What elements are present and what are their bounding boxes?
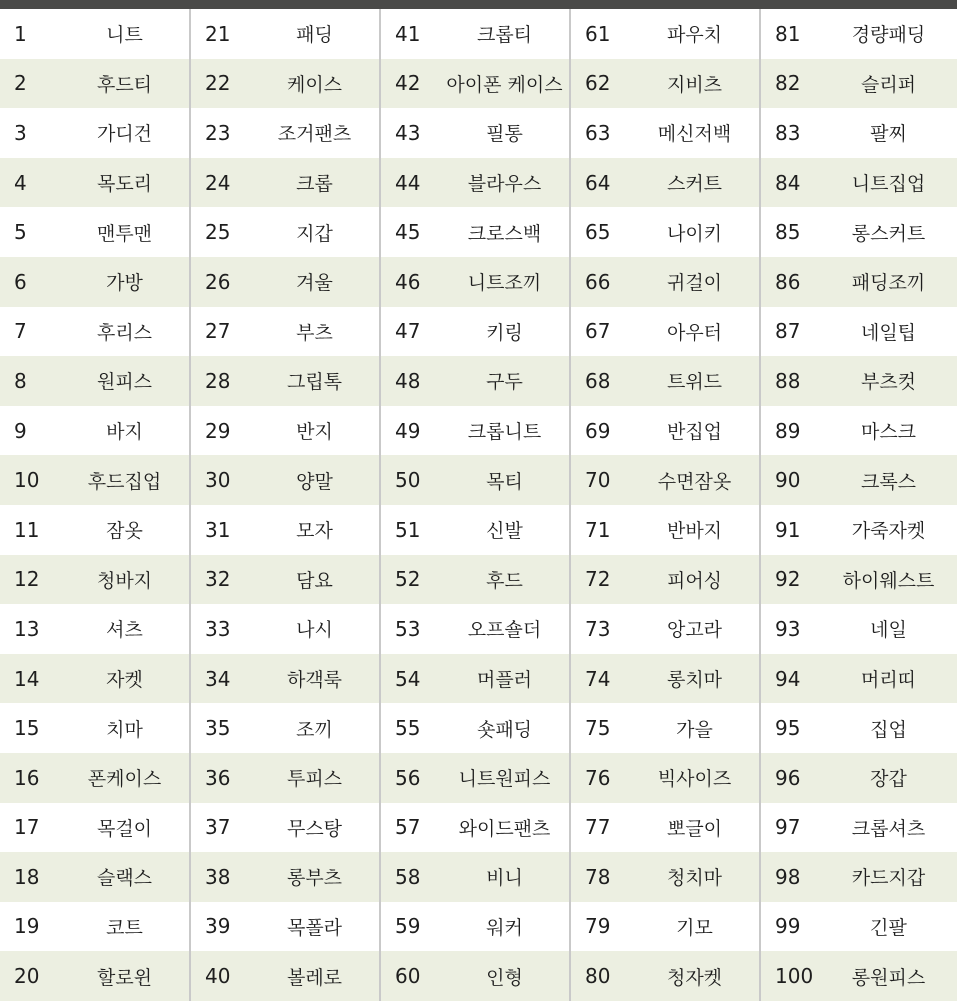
rank-number: 80 — [570, 951, 630, 1001]
rank-number: 100 — [760, 951, 820, 1001]
rank-number: 21 — [205, 21, 231, 46]
keyword-cell: 맨투맨 — [60, 207, 190, 257]
keyword-cell: 니트집업 — [820, 158, 957, 208]
keyword-cell: 와이드팬츠 — [440, 803, 570, 853]
rank-number: 45 — [395, 220, 421, 245]
rank-number: 87 — [775, 319, 801, 344]
keyword-cell: 구두 — [440, 356, 570, 406]
table-row — [0, 158, 957, 208]
keyword-cell: 하객룩 — [250, 654, 380, 704]
rank-number: 62 — [570, 59, 630, 109]
keyword-cell: 나이키 — [630, 207, 760, 257]
keyword-cell: 후드집업 — [60, 455, 190, 505]
rank-number: 65 — [585, 220, 611, 245]
keyword-cell: 장갑 — [820, 753, 957, 803]
rank-number: 30 — [190, 455, 250, 505]
keyword-cell: 집업 — [870, 718, 907, 741]
table-row — [0, 406, 957, 456]
keyword-cell: 목도리 — [60, 158, 190, 208]
rank-number: 76 — [570, 753, 630, 803]
keyword-cell: 청바지 — [60, 555, 190, 605]
rank-number: 20 — [0, 951, 60, 1001]
rank-number: 61 — [585, 21, 611, 46]
keyword-cell: 트위드 — [630, 356, 760, 406]
rank-number: 99 — [775, 914, 801, 939]
rank-number: 66 — [570, 257, 630, 307]
rank-number: 85 — [775, 220, 801, 245]
keyword-cell: 아이폰 케이스 — [440, 59, 570, 109]
rank-number: 74 — [570, 654, 630, 704]
rank-number: 97 — [775, 815, 801, 840]
keyword-cell: 마스크 — [860, 421, 917, 444]
keyword-cell: 반집업 — [630, 406, 760, 456]
keyword-cell: 반지 — [250, 406, 380, 456]
rank-number: 25 — [205, 220, 231, 245]
table-row — [0, 654, 957, 704]
keyword-cell: 코트 — [60, 902, 190, 952]
keyword-cell: 폰케이스 — [60, 753, 190, 803]
keyword-cell: 모자 — [250, 505, 380, 555]
keyword-cell: 원피스 — [60, 356, 190, 406]
rank-number: 93 — [775, 616, 801, 641]
rank-number: 63 — [585, 120, 611, 145]
keyword-cell: 기모 — [630, 902, 760, 952]
rank-number: 94 — [760, 654, 820, 704]
rank-number: 27 — [205, 319, 231, 344]
table-row — [0, 852, 957, 902]
rank-number: 58 — [380, 852, 440, 902]
keyword-cell: 크롭 — [250, 158, 380, 208]
table-row — [0, 703, 957, 753]
top-bar — [0, 0, 957, 9]
rank-number: 49 — [395, 418, 421, 443]
rank-number: 91 — [775, 517, 801, 542]
keyword-cell: 투피스 — [250, 753, 380, 803]
keyword-cell: 후드티 — [60, 59, 190, 109]
rank-number: 95 — [775, 716, 801, 741]
table-row — [0, 257, 957, 307]
rank-number: 33 — [205, 616, 231, 641]
rank-number: 12 — [0, 555, 60, 605]
keyword-cell: 슬랙스 — [60, 852, 190, 902]
keyword-cell: 피어싱 — [630, 555, 760, 605]
rank-number: 56 — [380, 753, 440, 803]
rank-number: 84 — [760, 158, 820, 208]
keyword-cell: 나시 — [250, 604, 380, 654]
rank-number: 5 — [14, 220, 27, 245]
rank-number: 9 — [14, 418, 27, 443]
keyword-cell: 겨울 — [250, 257, 380, 307]
keyword-cell: 파우치 — [630, 9, 760, 59]
rank-number: 70 — [570, 455, 630, 505]
table-row — [0, 59, 957, 109]
keyword-cell: 크로스백 — [440, 207, 570, 257]
keyword-cell: 뽀글이 — [630, 803, 760, 853]
table-row — [0, 604, 957, 654]
rank-number: 67 — [585, 319, 611, 344]
rank-number: 82 — [760, 59, 820, 109]
table-row — [0, 307, 957, 357]
rank-number: 52 — [380, 555, 440, 605]
rank-number: 55 — [395, 716, 421, 741]
rank-number: 81 — [775, 21, 801, 46]
rank-number: 43 — [395, 120, 421, 145]
keyword-cell: 청자켓 — [630, 951, 760, 1001]
keyword-cell: 필통 — [440, 108, 570, 158]
rank-number: 13 — [14, 616, 40, 641]
table-row — [0, 555, 957, 605]
keyword-cell: 머리띠 — [820, 654, 957, 704]
rank-number: 83 — [775, 120, 801, 145]
rank-number: 92 — [760, 555, 820, 605]
table-row — [0, 356, 957, 406]
keyword-cell: 빅사이즈 — [630, 753, 760, 803]
keyword-cell: 롱스커트 — [851, 222, 926, 245]
keyword-cell: 크롭셔츠 — [851, 817, 926, 840]
rank-number: 26 — [190, 257, 250, 307]
keyword-cell: 셔츠 — [60, 604, 190, 654]
keyword-cell: 치마 — [60, 703, 190, 753]
keyword-cell: 할로윈 — [60, 951, 190, 1001]
keyword-cell: 카드지갑 — [820, 852, 957, 902]
rank-number: 88 — [760, 356, 820, 406]
keyword-cell: 앙고라 — [630, 604, 760, 654]
keyword-cell: 청치마 — [630, 852, 760, 902]
keyword-cell: 롱원피스 — [820, 951, 957, 1001]
keyword-cell: 케이스 — [250, 59, 380, 109]
rank-number: 34 — [190, 654, 250, 704]
keyword-cell: 부츠컷 — [820, 356, 957, 406]
keyword-cell: 무스탕 — [250, 803, 380, 853]
keyword-cell: 네일 — [870, 619, 907, 642]
table-row — [0, 753, 957, 803]
keyword-cell: 크롭티 — [440, 9, 570, 59]
keyword-cell: 워커 — [440, 902, 570, 952]
rank-number: 54 — [380, 654, 440, 704]
rank-number: 17 — [14, 815, 40, 840]
keyword-cell: 그립톡 — [250, 356, 380, 406]
keyword-cell: 숏패딩 — [440, 703, 570, 753]
keyword-cell: 롱치마 — [630, 654, 760, 704]
keyword-cell: 인형 — [440, 951, 570, 1001]
keyword-cell: 하이웨스트 — [820, 555, 957, 605]
keyword-cell: 블라우스 — [440, 158, 570, 208]
rank-number: 68 — [570, 356, 630, 406]
keyword-cell: 자켓 — [60, 654, 190, 704]
rank-number: 31 — [205, 517, 231, 542]
rank-number: 39 — [205, 914, 231, 939]
rank-number: 6 — [0, 257, 60, 307]
keyword-cell: 패딩조끼 — [820, 257, 957, 307]
rank-number: 90 — [760, 455, 820, 505]
rank-number: 79 — [585, 914, 611, 939]
rank-number: 69 — [585, 418, 611, 443]
keyword-cell: 스커트 — [630, 158, 760, 208]
rank-number: 11 — [14, 517, 40, 542]
rank-number: 35 — [205, 716, 231, 741]
rank-number: 32 — [190, 555, 250, 605]
rank-number: 48 — [380, 356, 440, 406]
rank-number: 86 — [760, 257, 820, 307]
keyword-cell: 키링 — [440, 307, 570, 357]
rank-number: 41 — [395, 21, 421, 46]
table-row — [0, 207, 957, 257]
rank-number: 2 — [0, 59, 60, 109]
rank-number: 24 — [190, 158, 250, 208]
rank-number: 72 — [570, 555, 630, 605]
rank-number: 47 — [395, 319, 421, 344]
rank-number: 77 — [585, 815, 611, 840]
rank-number: 89 — [775, 418, 801, 443]
keyword-cell: 담요 — [250, 555, 380, 605]
keyword-cell: 패딩 — [250, 9, 380, 59]
keyword-cell: 목티 — [440, 455, 570, 505]
keyword-cell: 경량패딩 — [851, 24, 926, 47]
rank-number: 78 — [570, 852, 630, 902]
keyword-cell: 가죽자켓 — [851, 520, 926, 543]
keyword-cell: 양말 — [250, 455, 380, 505]
keyword-cell: 긴팔 — [870, 916, 907, 939]
rank-number: 40 — [190, 951, 250, 1001]
keyword-cell: 조거팬츠 — [250, 108, 380, 158]
keyword-cell: 가디건 — [60, 108, 190, 158]
keyword-cell: 조끼 — [250, 703, 380, 753]
keyword-cell: 지갑 — [250, 207, 380, 257]
keyword-cell: 비니 — [440, 852, 570, 902]
rank-number: 53 — [395, 616, 421, 641]
keyword-cell: 부츠 — [250, 307, 380, 357]
table-row — [0, 108, 957, 158]
keyword-cell: 메신저백 — [630, 108, 760, 158]
keyword-cell: 롱부츠 — [250, 852, 380, 902]
rank-number: 18 — [0, 852, 60, 902]
rank-number: 23 — [205, 120, 231, 145]
rank-number: 8 — [0, 356, 60, 406]
keyword-cell: 크롭니트 — [440, 406, 570, 456]
rank-number: 1 — [14, 21, 27, 46]
keyword-cell: 팔찌 — [870, 123, 907, 146]
rank-number: 50 — [380, 455, 440, 505]
table-row — [0, 505, 957, 555]
keyword-cell: 가을 — [630, 703, 760, 753]
rank-number: 38 — [190, 852, 250, 902]
keyword-cell: 니트원피스 — [440, 753, 570, 803]
keyword-cell: 목폴라 — [250, 902, 380, 952]
keyword-cell: 목걸이 — [60, 803, 190, 853]
rank-number: 4 — [0, 158, 60, 208]
rank-number: 15 — [14, 716, 40, 741]
keyword-cell: 가방 — [60, 257, 190, 307]
keyword-cell: 네일팁 — [860, 321, 917, 344]
keyword-cell: 후드 — [440, 555, 570, 605]
table-row — [0, 951, 957, 1001]
table-row — [0, 455, 957, 505]
rank-number: 3 — [14, 120, 27, 145]
keyword-cell: 니트 — [60, 9, 190, 59]
rank-number: 51 — [395, 517, 421, 542]
rank-number: 71 — [585, 517, 611, 542]
keyword-cell: 후리스 — [60, 307, 190, 357]
rank-number: 46 — [380, 257, 440, 307]
keyword-cell: 볼레로 — [250, 951, 380, 1001]
rank-number: 16 — [0, 753, 60, 803]
keyword-cell: 바지 — [60, 406, 190, 456]
keyword-cell: 반바지 — [630, 505, 760, 555]
keyword-cell: 지비츠 — [630, 59, 760, 109]
rank-number: 14 — [0, 654, 60, 704]
keyword-cell: 니트조끼 — [440, 257, 570, 307]
rank-number: 60 — [380, 951, 440, 1001]
keyword-cell: 신발 — [440, 505, 570, 555]
rank-number: 75 — [585, 716, 611, 741]
rank-number: 64 — [570, 158, 630, 208]
rank-number: 29 — [205, 418, 231, 443]
rank-number: 96 — [760, 753, 820, 803]
keyword-cell: 잠옷 — [60, 505, 190, 555]
table-row — [0, 902, 957, 952]
rank-number: 42 — [380, 59, 440, 109]
keyword-cell: 머플러 — [440, 654, 570, 704]
rank-number: 57 — [395, 815, 421, 840]
keyword-cell: 오프숄더 — [440, 604, 570, 654]
rank-number: 19 — [14, 914, 40, 939]
keyword-cell: 아우터 — [630, 307, 760, 357]
rank-number: 73 — [585, 616, 611, 641]
rank-number: 36 — [190, 753, 250, 803]
keyword-cell: 슬리퍼 — [820, 59, 957, 109]
keyword-ranking-table — [0, 9, 957, 1001]
keyword-cell: 크록스 — [820, 455, 957, 505]
rank-number: 98 — [760, 852, 820, 902]
table-row — [0, 803, 957, 853]
rank-number: 59 — [395, 914, 421, 939]
rank-number: 44 — [380, 158, 440, 208]
rank-number: 28 — [190, 356, 250, 406]
rank-number: 37 — [205, 815, 231, 840]
rank-number: 22 — [190, 59, 250, 109]
keyword-cell: 귀걸이 — [630, 257, 760, 307]
table-row — [0, 9, 957, 59]
rank-number: 7 — [14, 319, 27, 344]
rank-number: 10 — [0, 455, 60, 505]
keyword-cell: 수면잠옷 — [630, 455, 760, 505]
